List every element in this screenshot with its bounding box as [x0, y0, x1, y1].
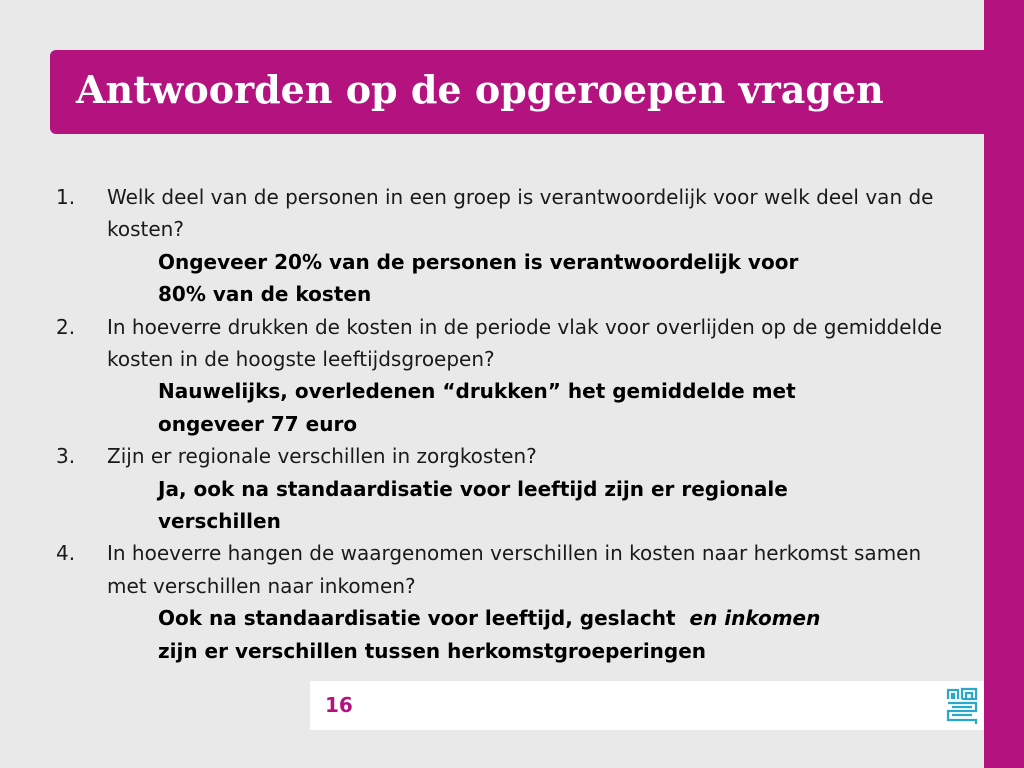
item-number: 4.	[56, 541, 76, 566]
answer-line: ongeveer 77 euro	[158, 411, 358, 436]
answer-line: Ongeveer 20% van de personen is verantwoordelijk voor	[158, 249, 799, 274]
answer-line-part: Ook na standaardisatie voor leeftijd, geslacht	[158, 606, 676, 631]
answer-line	[158, 602, 956, 634]
question-text: In hoeverre drukken de kosten in de periode vlak voor overlijden op de gemiddelde kosten in de hoogste leeftijdsgroepen?	[107, 314, 943, 372]
answer-line: 80% van de kosten	[158, 282, 372, 307]
question-text: In hoeverre hangen de waargenomen verschillen in kosten naar herkomst samen met verschillen naar inkomen?	[107, 541, 922, 598]
item-number: 2.	[56, 314, 76, 339]
slide-title: Antwoorden op de opgeroepen vragen	[76, 67, 884, 112]
qa-item-4	[56, 537, 956, 667]
answer-text	[158, 473, 956, 538]
qa-item-2	[56, 311, 956, 441]
answer-line: zijn er verschillen tussen herkomstgroeperingen	[158, 638, 707, 663]
qa-item-1	[56, 181, 956, 311]
answer-line: verschillen	[158, 509, 281, 534]
qa-item-3	[56, 440, 956, 537]
answer-line: Ja, ook na standaardisatie voor leeftijd zijn er regionale	[158, 476, 788, 501]
answer-text	[158, 602, 956, 667]
right-accent-bar	[984, 0, 1024, 768]
item-number: 1.	[56, 185, 76, 209]
answer-text	[158, 375, 956, 440]
question-text: Zijn er regionale verschillen in zorgkosten?	[107, 444, 537, 469]
title-banner	[50, 50, 984, 134]
question-text: Welk deel van de personen in een groep is verantwoordelijk voor welk deel van de kosten?	[107, 185, 934, 242]
item-number: 3.	[56, 444, 76, 469]
footer-bar	[310, 681, 984, 730]
page-number: 16	[325, 693, 353, 717]
answer-line: Nauwelijks, overledenen “drukken” het gemiddelde met	[158, 379, 796, 404]
qa-list	[56, 181, 956, 667]
answer-italic-part: en inkomen	[689, 606, 821, 631]
answer-text	[158, 246, 956, 311]
cbs-logo-icon	[946, 687, 978, 725]
